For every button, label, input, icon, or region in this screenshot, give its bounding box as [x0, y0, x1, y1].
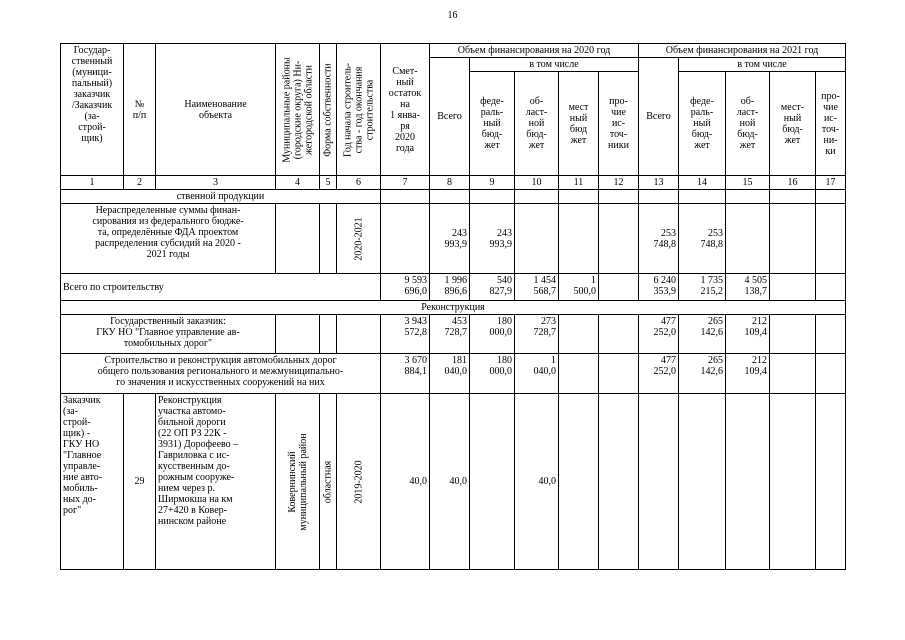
section-tail: ственной продукции [61, 190, 381, 204]
item29-district: Ковернинский муниципальный район [276, 394, 320, 570]
reconstruction-label: Реконструкция [61, 301, 846, 315]
header-regional-2021: об- ласт- ной бюд- жет [726, 72, 770, 176]
construction-total-2020: 1 996 896,6 [430, 274, 470, 301]
header-including-2021: в том числе [679, 58, 846, 72]
col-number: 12 [599, 176, 639, 190]
roads-regional-2021: 212 109,4 [726, 354, 770, 394]
state-customer-label: Государственный заказчик: ГКУ НО "Главное управление ав- томобильных дорог" [61, 315, 276, 354]
unallocated-federal-2020: 243 993,9 [470, 204, 515, 274]
unallocated-total-2021: 253 748,8 [639, 204, 679, 274]
table-row-item-29 [61, 394, 846, 570]
construction-total-remainder: 9 593 696,0 [381, 274, 430, 301]
item29-ownership: областная [320, 394, 337, 570]
col-number: 8 [430, 176, 470, 190]
col-number: 9 [470, 176, 515, 190]
item29-customer: Заказчик (за- строй- щик) - ГКУ НО "Главное управле- ние авто- мобиль- ных до- рог" [61, 394, 124, 570]
roads-federal-2020: 180 000,0 [470, 354, 515, 394]
header-years: Год начала строитель- ства - год окончания строительства [337, 44, 381, 176]
header-other-2020: про- чие ис- точ- ники [599, 72, 639, 176]
construction-federal-2020: 540 827,9 [470, 274, 515, 301]
header-financing-2020: Объем финансирования на 2020 год [430, 44, 639, 58]
col-number: 7 [381, 176, 430, 190]
construction-local-2020: 1 500,0 [559, 274, 599, 301]
financing-table [60, 43, 846, 570]
item29-name: Реконструкция участка автомо- бильной дороги (22 ОП РЗ 22К - 3931) Дорофеево – Гавриловка с ис- кусственным до- рожным сооруже- нием через р. Ширмокша на км 27+420 в Ковер- нинском районе [156, 394, 276, 570]
unallocated-total-2020: 243 993,9 [430, 204, 470, 274]
col-number: 17 [816, 176, 846, 190]
header-other-2021: про- чие ис- точ- ни- ки [816, 72, 846, 176]
header-districts: Муниципальные районы (городские округа) Ни- жегородской области [276, 44, 320, 176]
header-local-2021: мест- ный бюд- жет [770, 72, 816, 176]
header-financing-2021: Объем финансирования на 2021 год [639, 44, 846, 58]
col-number: 11 [559, 176, 599, 190]
col-number: 16 [770, 176, 816, 190]
page-number: 16 [447, 10, 458, 21]
state-customer-federal-2020: 180 000,0 [470, 315, 515, 354]
state-customer-total-2020: 453 728,7 [430, 315, 470, 354]
item29-number: 29 [124, 394, 156, 570]
table-row-state-customer [61, 315, 846, 354]
state-customer-total-2021: 477 252,0 [639, 315, 679, 354]
col-number: 15 [726, 176, 770, 190]
header-ownership: Форма собственности [320, 44, 337, 176]
header-customer: Государ- ственный (муници- пальный) заказчик /Заказчик (за- строй- щик) [61, 44, 124, 176]
header-remainder: Смет- ный остаток на 1 янва- ря 2020 года [381, 44, 430, 176]
col-number: 1 [61, 176, 124, 190]
construction-total-2021: 6 240 353,9 [639, 274, 679, 301]
state-customer-regional-2021: 212 109,4 [726, 315, 770, 354]
unallocated-name: Нераспределенные суммы финан- сирования из федерального бюдже- та, определённые ФДА проектом распределения субсидий на 2020 - 2021 годы [61, 204, 276, 274]
construction-federal-2021: 1 735 215,2 [679, 274, 726, 301]
col-number: 3 [156, 176, 276, 190]
header-total-2020: Всего [430, 58, 470, 176]
construction-total-label: Всего по строительству [61, 274, 381, 301]
col-number: 6 [337, 176, 381, 190]
item29-total-2020: 40,0 [430, 394, 470, 570]
header-federal-2020: феде- раль- ный бюд- жет [470, 72, 515, 176]
item29-remainder: 40,0 [381, 394, 430, 570]
col-number: 4 [276, 176, 320, 190]
construction-regional-2021: 4 505 138,7 [726, 274, 770, 301]
col-number: 13 [639, 176, 679, 190]
item29-regional-2020: 40,0 [515, 394, 559, 570]
header-regional-2020: об- ласт- ной бюд- жет [515, 72, 559, 176]
state-customer-regional-2020: 273 728,7 [515, 315, 559, 354]
construction-regional-2020: 1 454 568,7 [515, 274, 559, 301]
header-federal-2021: феде- раль- ный бюд- жет [679, 72, 726, 176]
table-row-unallocated [61, 204, 846, 274]
state-customer-remainder: 3 943 572,8 [381, 315, 430, 354]
col-number: 14 [679, 176, 726, 190]
roads-federal-2021: 265 142,6 [679, 354, 726, 394]
roads-total-2021: 477 252,0 [639, 354, 679, 394]
header-local-2020: мест ный бюд жет [559, 72, 599, 176]
unallocated-federal-2021: 253 748,8 [679, 204, 726, 274]
roads-total-2020: 181 040,0 [430, 354, 470, 394]
col-number: 2 [124, 176, 156, 190]
table-row-construction-total [61, 274, 846, 301]
header-total-2021: Всего [639, 58, 679, 176]
table-row-roads [61, 354, 846, 394]
state-customer-federal-2021: 265 142,6 [679, 315, 726, 354]
item29-years: 2019-2020 [337, 394, 381, 570]
col-number: 10 [515, 176, 559, 190]
header-object-name: Наименование объекта [156, 44, 276, 176]
header-including-2020: в том числе [470, 58, 639, 72]
roads-label: Строительство и реконструкция автомобильных дорог общего пользования регионального и межмуниципально- го значения и искусственных сооружений на них [61, 354, 381, 394]
roads-regional-2020: 1 040,0 [515, 354, 559, 394]
header-number: № п/п [124, 44, 156, 176]
unallocated-years: 2020-2021 [337, 204, 381, 274]
col-number: 5 [320, 176, 337, 190]
roads-remainder: 3 670 884,1 [381, 354, 430, 394]
